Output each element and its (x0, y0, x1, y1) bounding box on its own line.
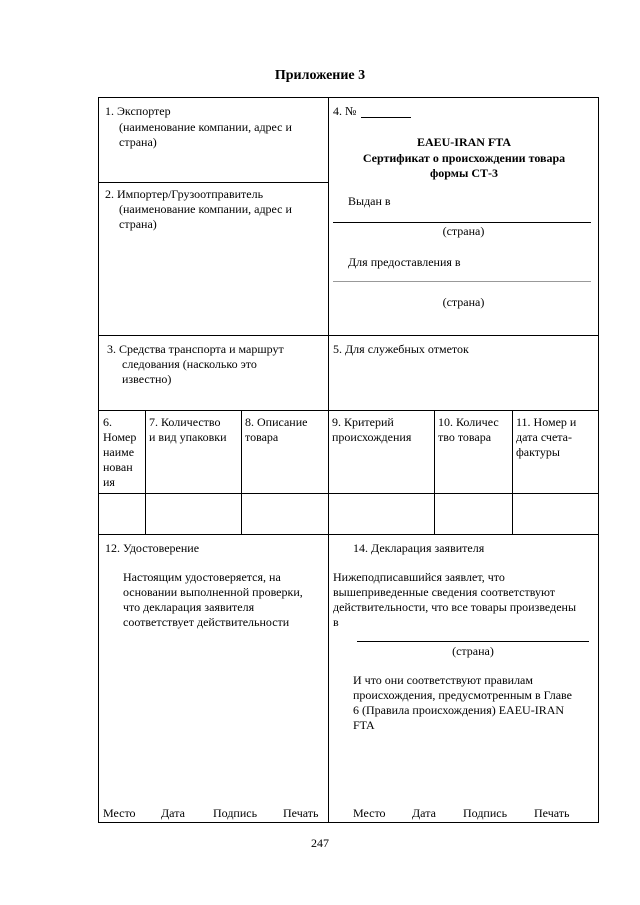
page-title: Приложение 3 (274, 68, 366, 83)
box2-sub: (наименование компании, адрес и страна) (119, 202, 292, 231)
box12-label: 12. Удостоверение (105, 541, 200, 555)
box4-heading-2: Сертификат о происхождении товара (362, 151, 566, 165)
box4-number-label: 4. № (333, 104, 357, 118)
box12-date: Дата (161, 806, 185, 820)
box1-sub: (наименование компании, адрес и страна) (119, 120, 292, 149)
box4-submission-line (333, 281, 591, 282)
box12-stamp: Печать (283, 806, 319, 820)
box3-label: 3. Средства транспорта и маршрут (107, 342, 284, 356)
box4-country-1: (страна) (442, 224, 485, 238)
col6-header: 6. Номер наиме нован ия (103, 415, 137, 489)
divider-row-columns (99, 410, 599, 411)
box3-sub: следования (насколько это известно) (122, 357, 257, 386)
certificate-form (98, 97, 599, 823)
col-divider-10-11 (512, 410, 513, 534)
col10-header: 10. Количес тво товара (438, 415, 499, 444)
box14-country-line (357, 641, 589, 642)
divider-row-values (99, 493, 599, 494)
box14-place: Место (353, 806, 386, 820)
box4-number-line (361, 117, 411, 118)
box2-label: 2. Импортер/Грузоотправитель (105, 187, 264, 201)
box14-country: (страна) (452, 644, 494, 658)
divider-row-bottom (99, 534, 599, 535)
divider-row-transport (99, 335, 599, 336)
box4-issued-in: Выдан в (348, 194, 391, 208)
box14-stamp: Печать (534, 806, 570, 820)
col-divider-6-7 (145, 410, 146, 534)
box4-issued-line (333, 222, 591, 223)
box12-signature: Подпись (213, 806, 258, 820)
col8-header: 8. Описание товара (245, 415, 308, 444)
col-divider-7-8 (241, 410, 242, 534)
box5-label: 5. Для служебных отметок (333, 342, 469, 356)
box14-label: 14. Декларация заявителя (353, 541, 485, 555)
box4-heading-1: EAEU-IRAN FTA (416, 135, 512, 149)
divider-box1-box2 (99, 182, 328, 183)
center-divider (328, 98, 329, 823)
col7-header: 7. Количество и вид упаковки (149, 415, 227, 444)
box1-label: 1. Экспортер (105, 104, 171, 118)
box12-text: Настоящим удостоверяется, на основании выполненной проверки, что декларация заявителя соответствует действительности (123, 570, 303, 629)
col-divider-9-10 (434, 410, 435, 534)
box4-for-submission: Для предоставления в (348, 255, 461, 269)
box14-text: Нижеподписавшийся заявлет, что вышеприведенные сведения соответствуют действительности, что все товары произведены в (333, 570, 577, 629)
box14-text2: И что они соответствуют правилам происхождения, предусмотренным в Главе 6 (Правила происхождения) EAEU-IRAN FTA (353, 673, 572, 732)
col9-header: 9. Критерий происхождения (332, 415, 412, 444)
box4-heading-3: формы СТ-3 (429, 166, 498, 180)
box4-country-2: (страна) (442, 295, 485, 309)
box14-signature: Подпись (463, 806, 508, 820)
col11-header: 11. Номер и дата счета- фактуры (516, 415, 577, 459)
box12-place: Место (103, 806, 136, 820)
page-number: 247 (311, 836, 329, 850)
box14-date: Дата (412, 806, 436, 820)
